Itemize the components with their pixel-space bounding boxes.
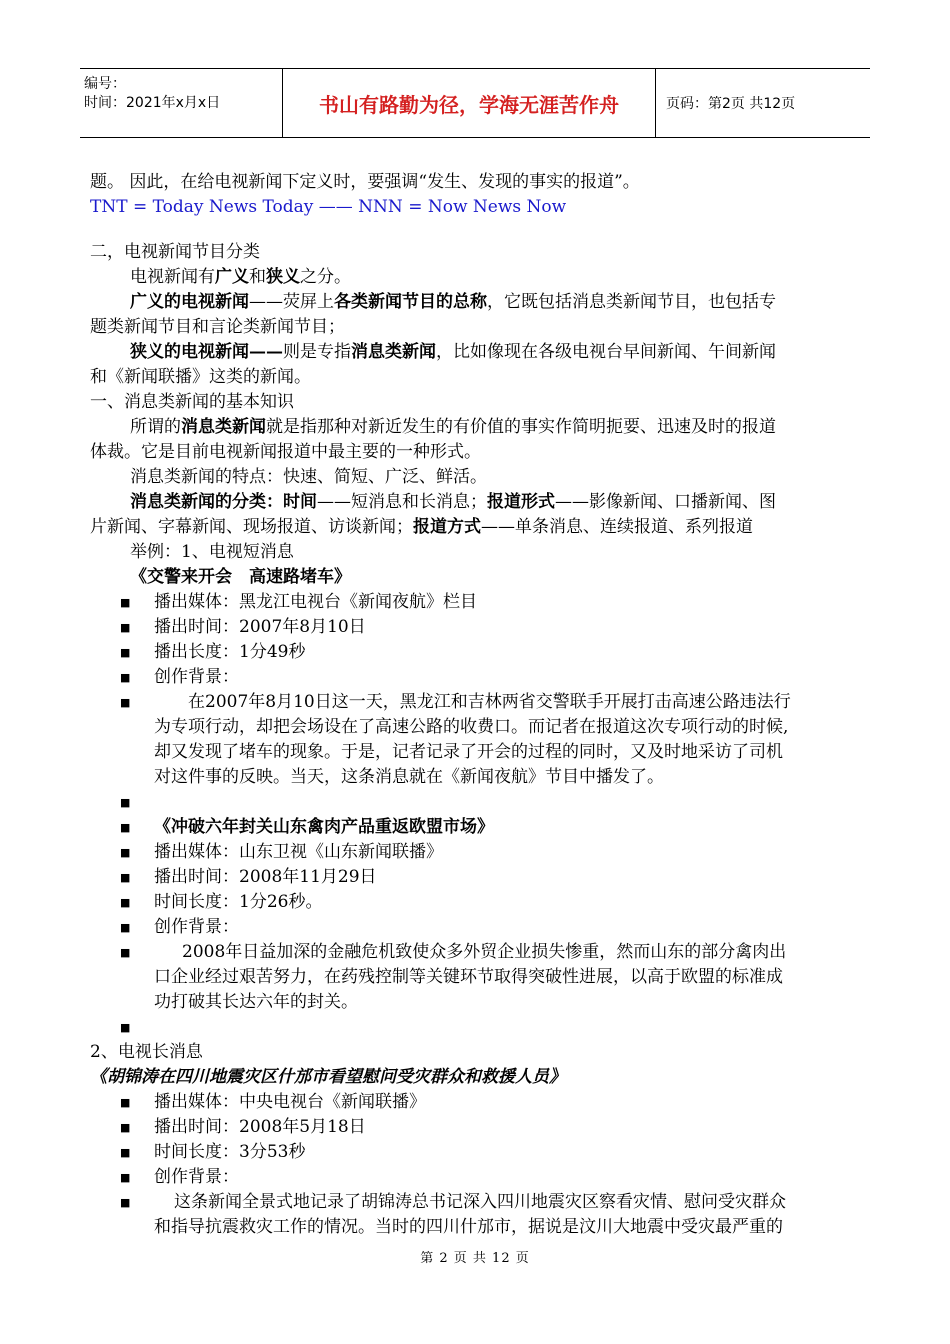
square-bullet-icon: ■ (120, 696, 131, 709)
header-meta (80, 69, 283, 137)
list-item: ■ 播出长度：1分49秒 (90, 640, 870, 665)
list-item: ■ 创作背景： (90, 665, 870, 690)
square-bullet-icon: ■ (120, 896, 131, 909)
list-item: ■ 播出媒体：山东卫视《山东新闻联播》 (90, 840, 870, 865)
square-bullet-icon: ■ (120, 1096, 131, 1109)
square-bullet-icon: ■ (120, 1171, 131, 1184)
list-item: ■ 在2007年8月10日这一天，黑龙江和吉林两省交警联手开展打击高速公路违法行 为专项行动，却把会场设在了高速公路的收费口。而记者在报道这次专项行动的时候, 却又发现了堵车的现象。于是，记者记录了开会的过程的同时，又及时地采访了司机 对这件事的反映。当天，这条消息就在《新闻夜航》节目中播发了。 (90, 690, 870, 790)
list-item (90, 815, 870, 840)
paragraph: 消息类新闻的特点：快速、简短、广泛、鲜活。 (130, 467, 487, 487)
section-heading: 一、消息类新闻的基本知识 (90, 392, 294, 412)
document-body (90, 170, 870, 1240)
section-heading: 二，电视新闻节目分类 (90, 242, 260, 262)
square-bullet-icon: ■ (120, 1196, 131, 1209)
section-heading: 2、电视长消息 (90, 1042, 203, 1062)
list-item: ■ 2008年日益加深的金融危机致使众多外贸企业损失惨重，然而山东的部分禽肉出 口企业经过艰苦努力，在药残控制等关键环节取得突破性进展，以高于欧盟的标准成 功打破其长达六年的封关。 (90, 940, 870, 1015)
list-item: ■ 播出媒体：黑龙江电视台《新闻夜航》栏目 (90, 590, 870, 615)
paragraph: 广义的电视新闻——荧屏上各类新闻节目的总称，它既包括消息类新闻节目，也包括专 (130, 292, 776, 312)
list-item: ■ 创作背景： (90, 915, 870, 940)
paragraph: 狭义的电视新闻——则是专指消息类新闻，比如像现在各级电视台早间新闻、午间新闻 (130, 342, 776, 362)
paragraph: 体裁。它是目前电视新闻报道中最主要的一种形式。 (90, 442, 481, 462)
square-bullet-icon: ■ (120, 846, 131, 859)
list-item: ■ 播出时间：2008年5月18日 (90, 1115, 870, 1140)
list-item: ■ 播出时间：2008年11月29日 (90, 865, 870, 890)
date-label: 时间：2021年x月x日 (84, 95, 221, 111)
list-item: ■ 播出时间：2007年8月10日 (90, 615, 870, 640)
square-bullet-icon: ■ (120, 1021, 131, 1034)
square-bullet-icon: ■ (120, 596, 131, 609)
square-bullet-icon: ■ (120, 946, 131, 959)
list-item: ■ 创作背景： (90, 1165, 870, 1190)
paragraph: 题类新闻节目和言论类新闻节目； (90, 317, 345, 337)
paragraph: 题。 因此，在给电视新闻下定义时，要强调“发生、发现的事实的报道”。 (90, 172, 640, 192)
paragraph: 消息类新闻的分类：时间——短消息和长消息；报道形式——影像新闻、口播新闻、图 (130, 492, 776, 512)
page-footer: 第 2 页 共 12 页 (420, 1251, 530, 1266)
paragraph: 片新闻、字幕新闻、现场报道、访谈新闻；报道方式——单条消息、连续报道、系列报道 (90, 517, 753, 537)
list-item: ■ 时间长度：1分26秒。 (90, 890, 870, 915)
news-title: 《胡锦涛在四川地震灾区什邡市看望慰问受灾群众和救援人员》 (90, 1067, 566, 1087)
list-item: ■ 这条新闻全景式地记录了胡锦涛总书记深入四川地震灾区察看灾情、慰问受灾群众 和指导抗震救灾工作的情况。当时的四川什邡市，据说是汶川大地震中受灾最严重的 (90, 1190, 870, 1240)
news-title: 《交警来开会 高速路堵车》 (130, 567, 351, 587)
square-bullet-icon: ■ (120, 871, 131, 884)
number-label: 编号： (84, 76, 126, 92)
square-bullet-icon: ■ (120, 671, 131, 684)
list-item: ■ 时间长度：3分53秒 (90, 1140, 870, 1165)
page-header (80, 68, 870, 138)
square-bullet-icon: ■ (120, 646, 131, 659)
acronym-line: TNT = Today News Today —— NNN = Now News Now (90, 197, 567, 217)
list-item: ■ 播出媒体：中央电视台《新闻联播》 (90, 1090, 870, 1115)
header-motto: 书山有路勤为径，学海无涯苦作舟 (283, 69, 656, 137)
paragraph: 电视新闻有广义和狭义之分。 (130, 267, 351, 287)
paragraph: 和《新闻联播》这类的新闻。 (90, 367, 311, 387)
news-title: 《冲破六年封关山东禽肉产品重返欧盟市场》 (154, 817, 494, 837)
example-heading: 举例：1、电视短消息 (130, 542, 294, 562)
paragraph: 所谓的消息类新闻就是指那种对新近发生的有价值的事实作简明扼要、迅速及时的报道 (130, 417, 776, 437)
square-bullet-icon: ■ (120, 1146, 131, 1159)
list-item (90, 790, 870, 815)
square-bullet-icon: ■ (120, 621, 131, 634)
square-bullet-icon: ■ (120, 821, 131, 834)
header-page-info: 页码：第2页 共12页 (666, 96, 796, 112)
square-bullet-icon: ■ (120, 1121, 131, 1134)
square-bullet-icon: ■ (120, 796, 131, 809)
square-bullet-icon: ■ (120, 921, 131, 934)
list-item (90, 1015, 870, 1040)
